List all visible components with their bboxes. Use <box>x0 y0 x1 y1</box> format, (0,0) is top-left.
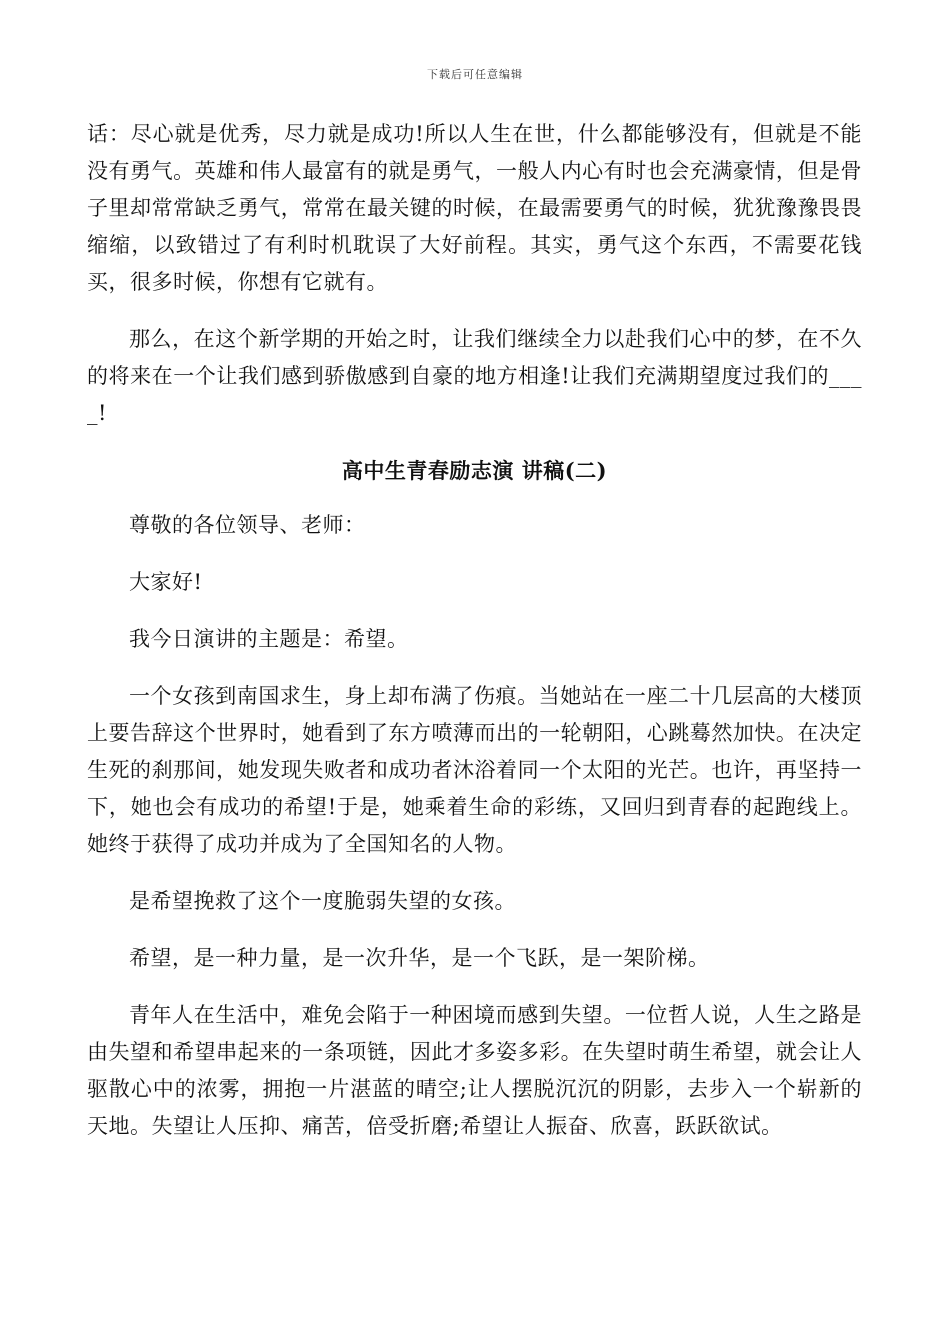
paragraph-hope-definition: 希望，是一种力量，是一次升华，是一个飞跃，是一架阶梯。 <box>129 946 710 970</box>
paragraph-closing: 那么，在这个新学期的开始之时，让我们继续全力以赴我们心中的梦，在不久的将来在一个让我们感到骄傲感到自豪的地方相逢!让我们充满期望度过我们的____! <box>87 327 862 425</box>
paragraph-salutation: 尊敬的各位领导、老师： <box>129 513 366 537</box>
paragraph-greeting: 大家好! <box>129 570 203 594</box>
paragraph-rescue: 是希望挽救了这个一度脆弱失望的女孩。 <box>129 889 516 913</box>
paragraph-story: 一个女孩到南国求生，身上却布满了伤痕。当她站在一座二十几层高的大楼顶上要告辞这个世界时，她看到了东方喷薄而出的一轮朝阳，心跳蓦然加快。在决定生死的刹那间，她发现失败者和成功者沐浴着同一个太阳的光芒。也许，再坚持一下，她也会有成功的希望!于是，她乘着生命的彩练，又回归到青春的起跑线上。她终于获得了成功并成为了全国知名的人物。 <box>87 684 862 856</box>
document-body <box>87 116 862 1165</box>
paragraph-continued: 话：尽心就是优秀，尽力就是成功!所以人生在世，什么都能够没有，但就是不能没有勇气。英雄和伟人最富有的就是勇气，一般人内心有时也会充满豪情，但是骨子里却常常缺乏勇气，常常在最关键的时候，在最需要勇气的时候，犹犹豫豫畏畏缩缩，以致错过了有利时机耽误了大好前程。其实，勇气这个东西，不需要花钱买，很多时候，你想有它就有。 <box>87 122 862 294</box>
paragraph-youth: 青年人在生活中，难免会陷于一种困境而感到失望。一位哲人说，人生之路是由失望和希望串起来的一条项链，因此才多姿多彩。在失望时萌生希望，就会让人驱散心中的浓雾，拥抱一片湛蓝的晴空;让人摆脱沉沉的阴影，去步入一个崭新的天地。失望让人压抑、痛苦，倍受折磨;希望让人振奋、欣喜，跃跃欲试。 <box>87 1003 862 1138</box>
paragraph-theme: 我今日演讲的主题是：希望。 <box>129 627 409 651</box>
header-note: 下载后可任意编辑 <box>427 68 523 81</box>
section-title: 高中生青春励志演 讲稿(二) <box>341 458 608 483</box>
